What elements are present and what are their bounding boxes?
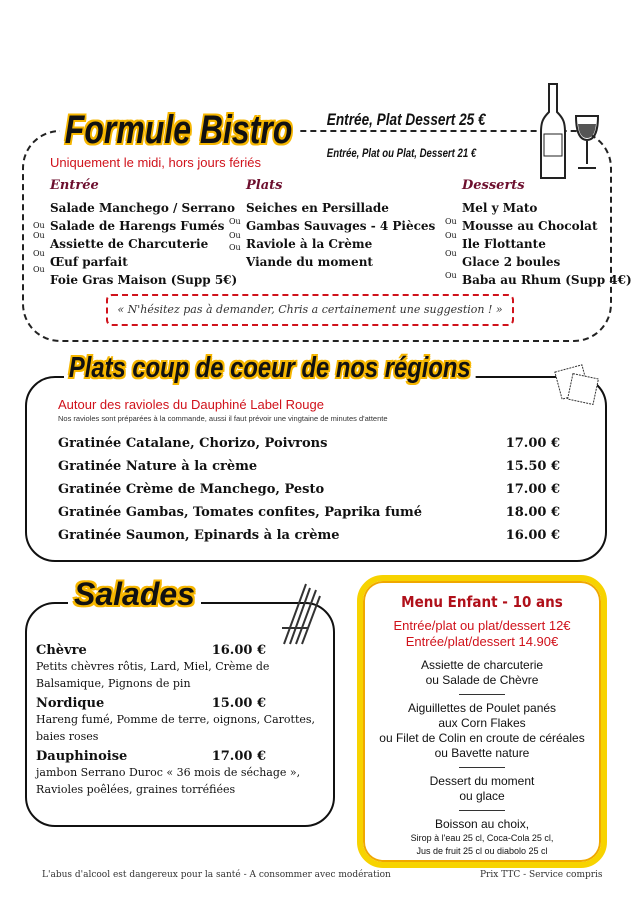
enfant-title: Menu Enfant - 10 ans	[401, 593, 563, 611]
or-label: Ou	[33, 265, 45, 274]
menu-item: Viande du moment	[246, 255, 373, 269]
dish-price: 15.50 €	[505, 459, 560, 474]
or-label: Ou	[445, 271, 457, 280]
suggestion-text: « N'hésitez pas à demander, Chris a certainement une suggestion ! »	[117, 303, 503, 316]
enfant-boisson-detail: Sirop à l'eau 25 cl, Coca-Cola 25 cl,	[410, 833, 554, 843]
or-label: Ou	[229, 231, 241, 240]
menu-item	[445, 249, 632, 271]
enfant-plat: aux Corn Flakes	[438, 716, 526, 730]
enfant-dessert: Dessert du moment	[429, 774, 535, 788]
menu-enfant-box	[357, 575, 607, 868]
dish-price: 18.00 €	[505, 505, 560, 520]
menu-item	[445, 217, 632, 235]
enfant-price1: Entrée/plat ou plat/dessert 12€	[393, 618, 571, 633]
item-label: Baba au Rhum (Supp 4€)	[462, 273, 632, 287]
item-label: Salade de Harengs Fumés	[50, 219, 225, 233]
enfant-plat: Aiguillettes de Poulet panés	[407, 701, 557, 715]
dish-price: 17.00 €	[505, 482, 560, 497]
col-heading: Entrée	[50, 178, 99, 193]
formule-col-entree	[33, 178, 238, 289]
item-label: Assiette de Charcuterie	[50, 237, 209, 251]
divider	[459, 810, 505, 811]
suggestion-box	[106, 294, 514, 326]
salade-item	[36, 643, 266, 658]
item-label: Ile Flottante	[462, 237, 546, 251]
enfant-boisson-detail: Jus de fruit 25 cl ou diabolo 25 cl	[416, 846, 548, 856]
item-label: Foie Gras Maison (Supp 5€)	[50, 273, 238, 287]
menu-item	[33, 217, 237, 235]
wine-bottle-icon	[538, 82, 568, 182]
menu-item	[445, 271, 632, 289]
coeur-title: Plats coup de coeur de nos régions	[64, 352, 476, 385]
salade-name: Dauphinoise	[36, 749, 128, 764]
salade-desc: Petits chèvres rôtis, Lard, Miel, Crème de Balsamique, Pignons de pin	[36, 660, 270, 690]
coeur-item	[58, 432, 560, 455]
dish-name: Gratinée Catalane, Chorizo, Poivrons	[58, 436, 328, 451]
menu-item: Seiches en Persillade	[246, 201, 389, 215]
formule-col-plats	[229, 178, 436, 271]
menu-item: Salade Manchego / Serrano	[50, 201, 236, 215]
menu-item	[33, 265, 238, 289]
coeur-item	[58, 524, 560, 547]
formule-subtitle: Uniquement le midi, hors jours fériés	[50, 155, 261, 170]
salade-price: 16.00 €	[211, 643, 266, 658]
item-label: Gambas Sauvages - 4 Pièces	[246, 219, 436, 233]
or-label: Ou	[445, 217, 457, 226]
coeur-item	[58, 455, 560, 478]
coeur-note: Nos ravioles sont préparées à la commande, aussi il faut prévoir une vingtaine de minutes d'attente	[58, 414, 388, 423]
menu-item	[229, 231, 435, 253]
menu-item	[33, 231, 237, 253]
divider	[459, 767, 505, 768]
salade-price: 15.00 €	[211, 696, 266, 711]
item-label: Mousse au Chocolat	[462, 219, 598, 233]
salade-desc: jambon Serrano Duroc « 36 mois de séchage », Ravioles poêlées, graines torréfiées	[36, 766, 301, 796]
dish-name: Gratinée Gambas, Tomates confites, Paprika fumé	[58, 505, 423, 520]
menu-item: Mel y Mato	[462, 201, 538, 215]
menu-item	[33, 249, 237, 271]
footer-prices: Prix TTC - Service compris	[480, 870, 603, 880]
formule-price-full: Entrée, Plat Dessert 25 €	[322, 110, 490, 130]
or-label: Ou	[445, 249, 457, 258]
enfant-entree: Assiette de charcuterie	[420, 658, 544, 672]
enfant-plat: ou Filet de Colin en croute de céréales	[379, 731, 585, 745]
divider	[459, 694, 505, 695]
coeur-item	[58, 501, 560, 524]
formule-title: Formule Bistro	[60, 108, 297, 153]
formule-col-desserts	[445, 178, 632, 289]
coeur-subtitle: Autour des ravioles du Dauphiné Label Rouge	[58, 397, 324, 412]
col-heading: Desserts	[462, 178, 525, 193]
dish-name: Gratinée Crème de Manchego, Pesto	[58, 482, 325, 497]
salade-name: Chèvre	[36, 643, 87, 658]
or-label: Ou	[33, 249, 45, 258]
salades-list	[36, 643, 326, 802]
enfant-boisson: Boisson au choix,	[434, 817, 530, 831]
or-label: Ou	[33, 221, 45, 230]
footer-warning: L'abus d'alcool est dangereux pour la santé - A consommer avec modération	[42, 870, 391, 880]
ravioli-icon	[552, 360, 602, 410]
salade-item	[36, 749, 266, 764]
dish-price: 17.00 €	[505, 436, 560, 451]
salade-item	[36, 696, 266, 711]
menu-item	[445, 231, 632, 253]
salades-title: Salades	[68, 576, 201, 613]
item-label: Raviole à la Crème	[246, 237, 373, 251]
salade-price: 17.00 €	[211, 749, 266, 764]
salade-name: Nordique	[36, 696, 105, 711]
col-heading: Plats	[246, 178, 283, 193]
menu-item	[229, 217, 436, 235]
enfant-entree: ou Salade de Chèvre	[425, 673, 539, 687]
dish-price: 16.00 €	[505, 528, 560, 543]
asparagus-icon	[276, 578, 326, 648]
enfant-plat: ou Bavette nature	[434, 746, 530, 760]
coeur-list	[58, 432, 560, 547]
or-label: Ou	[229, 217, 241, 226]
item-label: Glace 2 boules	[462, 255, 561, 269]
coeur-item	[58, 478, 560, 501]
or-label: Ou	[33, 231, 45, 240]
enfant-price2: Entrée/plat/dessert 14.90€	[405, 634, 559, 649]
or-label: Ou	[229, 243, 241, 252]
enfant-dessert: ou glace	[459, 789, 505, 803]
item-label: Œuf parfait	[50, 255, 128, 269]
dish-name: Gratinée Saumon, Epinards à la crème	[58, 528, 340, 543]
or-label: Ou	[445, 231, 457, 240]
wine-glass-icon	[572, 112, 602, 172]
formule-price-two: Entrée, Plat ou Plat, Dessert 21 €	[322, 146, 481, 160]
salade-desc: Hareng fumé, Pomme de terre, oignons, Carottes, baies roses	[36, 713, 316, 743]
dish-name: Gratinée Nature à la crème	[58, 459, 258, 474]
